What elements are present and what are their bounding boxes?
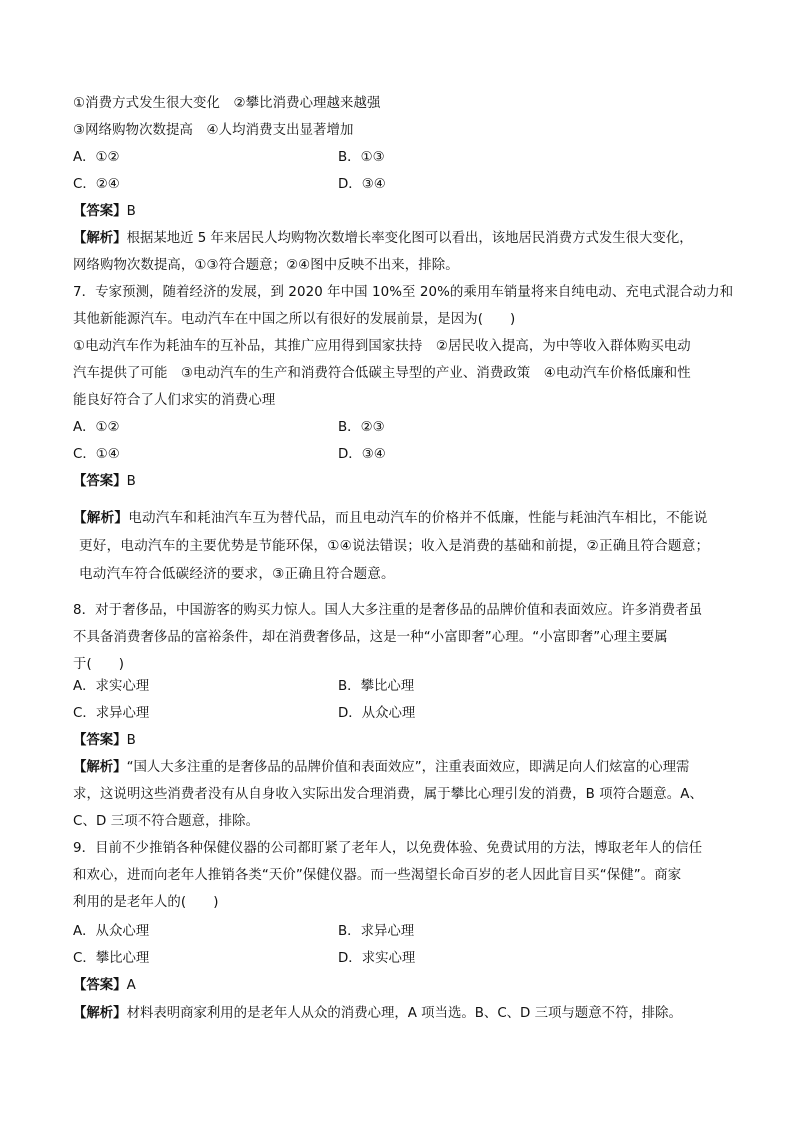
q8-line-3: 于( ) (73, 657, 125, 672)
analysis-tag: 【解析】 (73, 1006, 127, 1021)
answer-tag: 【答案】 (73, 978, 127, 993)
q6-answer (73, 202, 136, 222)
answer-value: B (126, 474, 136, 489)
q7-analysis-3: 电动汽车符合低碳经济的要求，③正确且符合题意。 (79, 566, 395, 582)
q8-option-d: D．从众心理 (338, 706, 416, 721)
analysis-text: “国人大多注重的是奢侈品的品牌价值和表面效应”，注重表面效应，即满足向人们炫富的心理需 (126, 760, 690, 775)
q9-option-a: A．从众心理 (73, 924, 150, 939)
analysis-tag: 【解析】 (73, 760, 127, 775)
answer-value: B (126, 733, 136, 748)
answer-tag: 【答案】 (73, 474, 127, 489)
q9-answer (73, 976, 136, 996)
analysis-text: 根据某地近 5 年来居民人均购物次数增长率变化图可以看出，该地居民消费方式发生很大变化， (126, 231, 693, 246)
q9-line-2: 和欢心，进而向老年人推销各类“天价”保健仪器。而一些渴望长命百岁的老人因此盲目买“保健”。商家 (73, 868, 682, 883)
q6-analysis-1 (73, 229, 693, 249)
q8-answer (73, 731, 136, 751)
q9-option-c: C．攀比心理 (73, 951, 150, 966)
q7-option-d: D．③④ (338, 447, 386, 462)
q8-line-1: 8．对于奢侈品，中国游客的购买力惊人。国人大多注重的是奢侈品的品牌价值和表面效应。许多消费者虽 (73, 603, 703, 618)
q7-line-3: ①电动汽车作为耗油车的互补品，其推广应用得到国家扶持 ②居民收入提高，为中等收入群体购买电动 (73, 339, 691, 354)
q9-analysis-1 (73, 1004, 682, 1024)
q8-analysis-1 (73, 758, 689, 778)
q7-option-c: C．①④ (73, 447, 120, 462)
q7-option-b: B．②③ (338, 420, 385, 435)
answer-tag: 【答案】 (73, 204, 127, 219)
q6-line-1: ①消费方式发生很大变化 ②攀比消费心理越来越强 (73, 96, 381, 111)
q8-option-b: B．攀比心理 (338, 679, 415, 694)
q9-option-b: B．求异心理 (338, 924, 415, 939)
q6-option-c: C．②④ (73, 177, 120, 192)
q6-analysis-2: 网络购物次数提高，①③符合题意；②④图中反映不出来，排除。 (73, 258, 459, 273)
q9-line-1: 9．目前不少推销各种保健仪器的公司都盯紧了老年人，以免费体验、免费试用的方法，博取老年人的信任 (73, 841, 703, 856)
q9-line-3: 利用的是老年人的( ) (73, 895, 219, 910)
q6-option-d: D．③④ (338, 177, 386, 192)
q8-option-c: C．求异心理 (73, 706, 150, 721)
analysis-text: 材料表明商家利用的是老年人从众的消费心理，A 项当选。B、C、D 三项与题意不符，排除。 (126, 1006, 682, 1021)
q7-analysis-1 (73, 508, 708, 528)
answer-tag: 【答案】 (73, 733, 127, 748)
q8-analysis-3: C、D 三项不符合题意，排除。 (73, 814, 260, 829)
q8-analysis-2: 求，这说明这些消费者没有从自身收入实际出发合理消费，属于攀比心理引发的消费，B 项符合题意。A、 (73, 787, 703, 802)
q7-line-2: 其他新能源汽车。电动汽车在中国之所以有很好的发展前景，是因为( ) (73, 312, 516, 327)
q6-option-b: B．①③ (338, 150, 385, 165)
analysis-tag: 【解析】 (73, 231, 127, 246)
q6-option-a: A．①② (73, 150, 120, 165)
q7-line-4: 汽车提供了可能 ③电动汽车的生产和消费符合低碳主导型的产业、消费政策 ④电动汽车价格低廉和性 (73, 366, 691, 381)
q7-line-5: 能良好符合了人们求实的消费心理 (73, 393, 276, 408)
q9-option-d: D．求实心理 (338, 951, 416, 966)
q6-line-2: ③网络购物次数提高 ④人均消费支出显著增加 (73, 123, 354, 138)
answer-value: B (126, 204, 136, 219)
analysis-tag: 【解析】 (73, 510, 129, 526)
q8-line-2: 不具备消费奢侈品的富裕条件，却在消费奢侈品，这是一种“小富即奢”心理。“小富即奢”心理主要属 (73, 630, 668, 645)
q7-line-1: 7．专家预测，随着经济的发展，到 2020 年中国 10%至 20%的乘用车销量将来自纯电动、充电式混合动力和 (73, 285, 734, 300)
answer-value: A (126, 978, 136, 993)
q7-analysis-2: 更好，电动汽车的主要优势是节能环保，①④说法错误；收入是消费的基础和前提，②正确且符合题意； (79, 538, 710, 554)
q7-option-a: A．①② (73, 420, 120, 435)
q7-answer (73, 472, 136, 492)
analysis-text: 电动汽车和耗油汽车互为替代品，而且电动汽车的价格并不低廉，性能与耗油汽车相比，不能说 (128, 510, 708, 526)
q8-option-a: A．求实心理 (73, 679, 150, 694)
